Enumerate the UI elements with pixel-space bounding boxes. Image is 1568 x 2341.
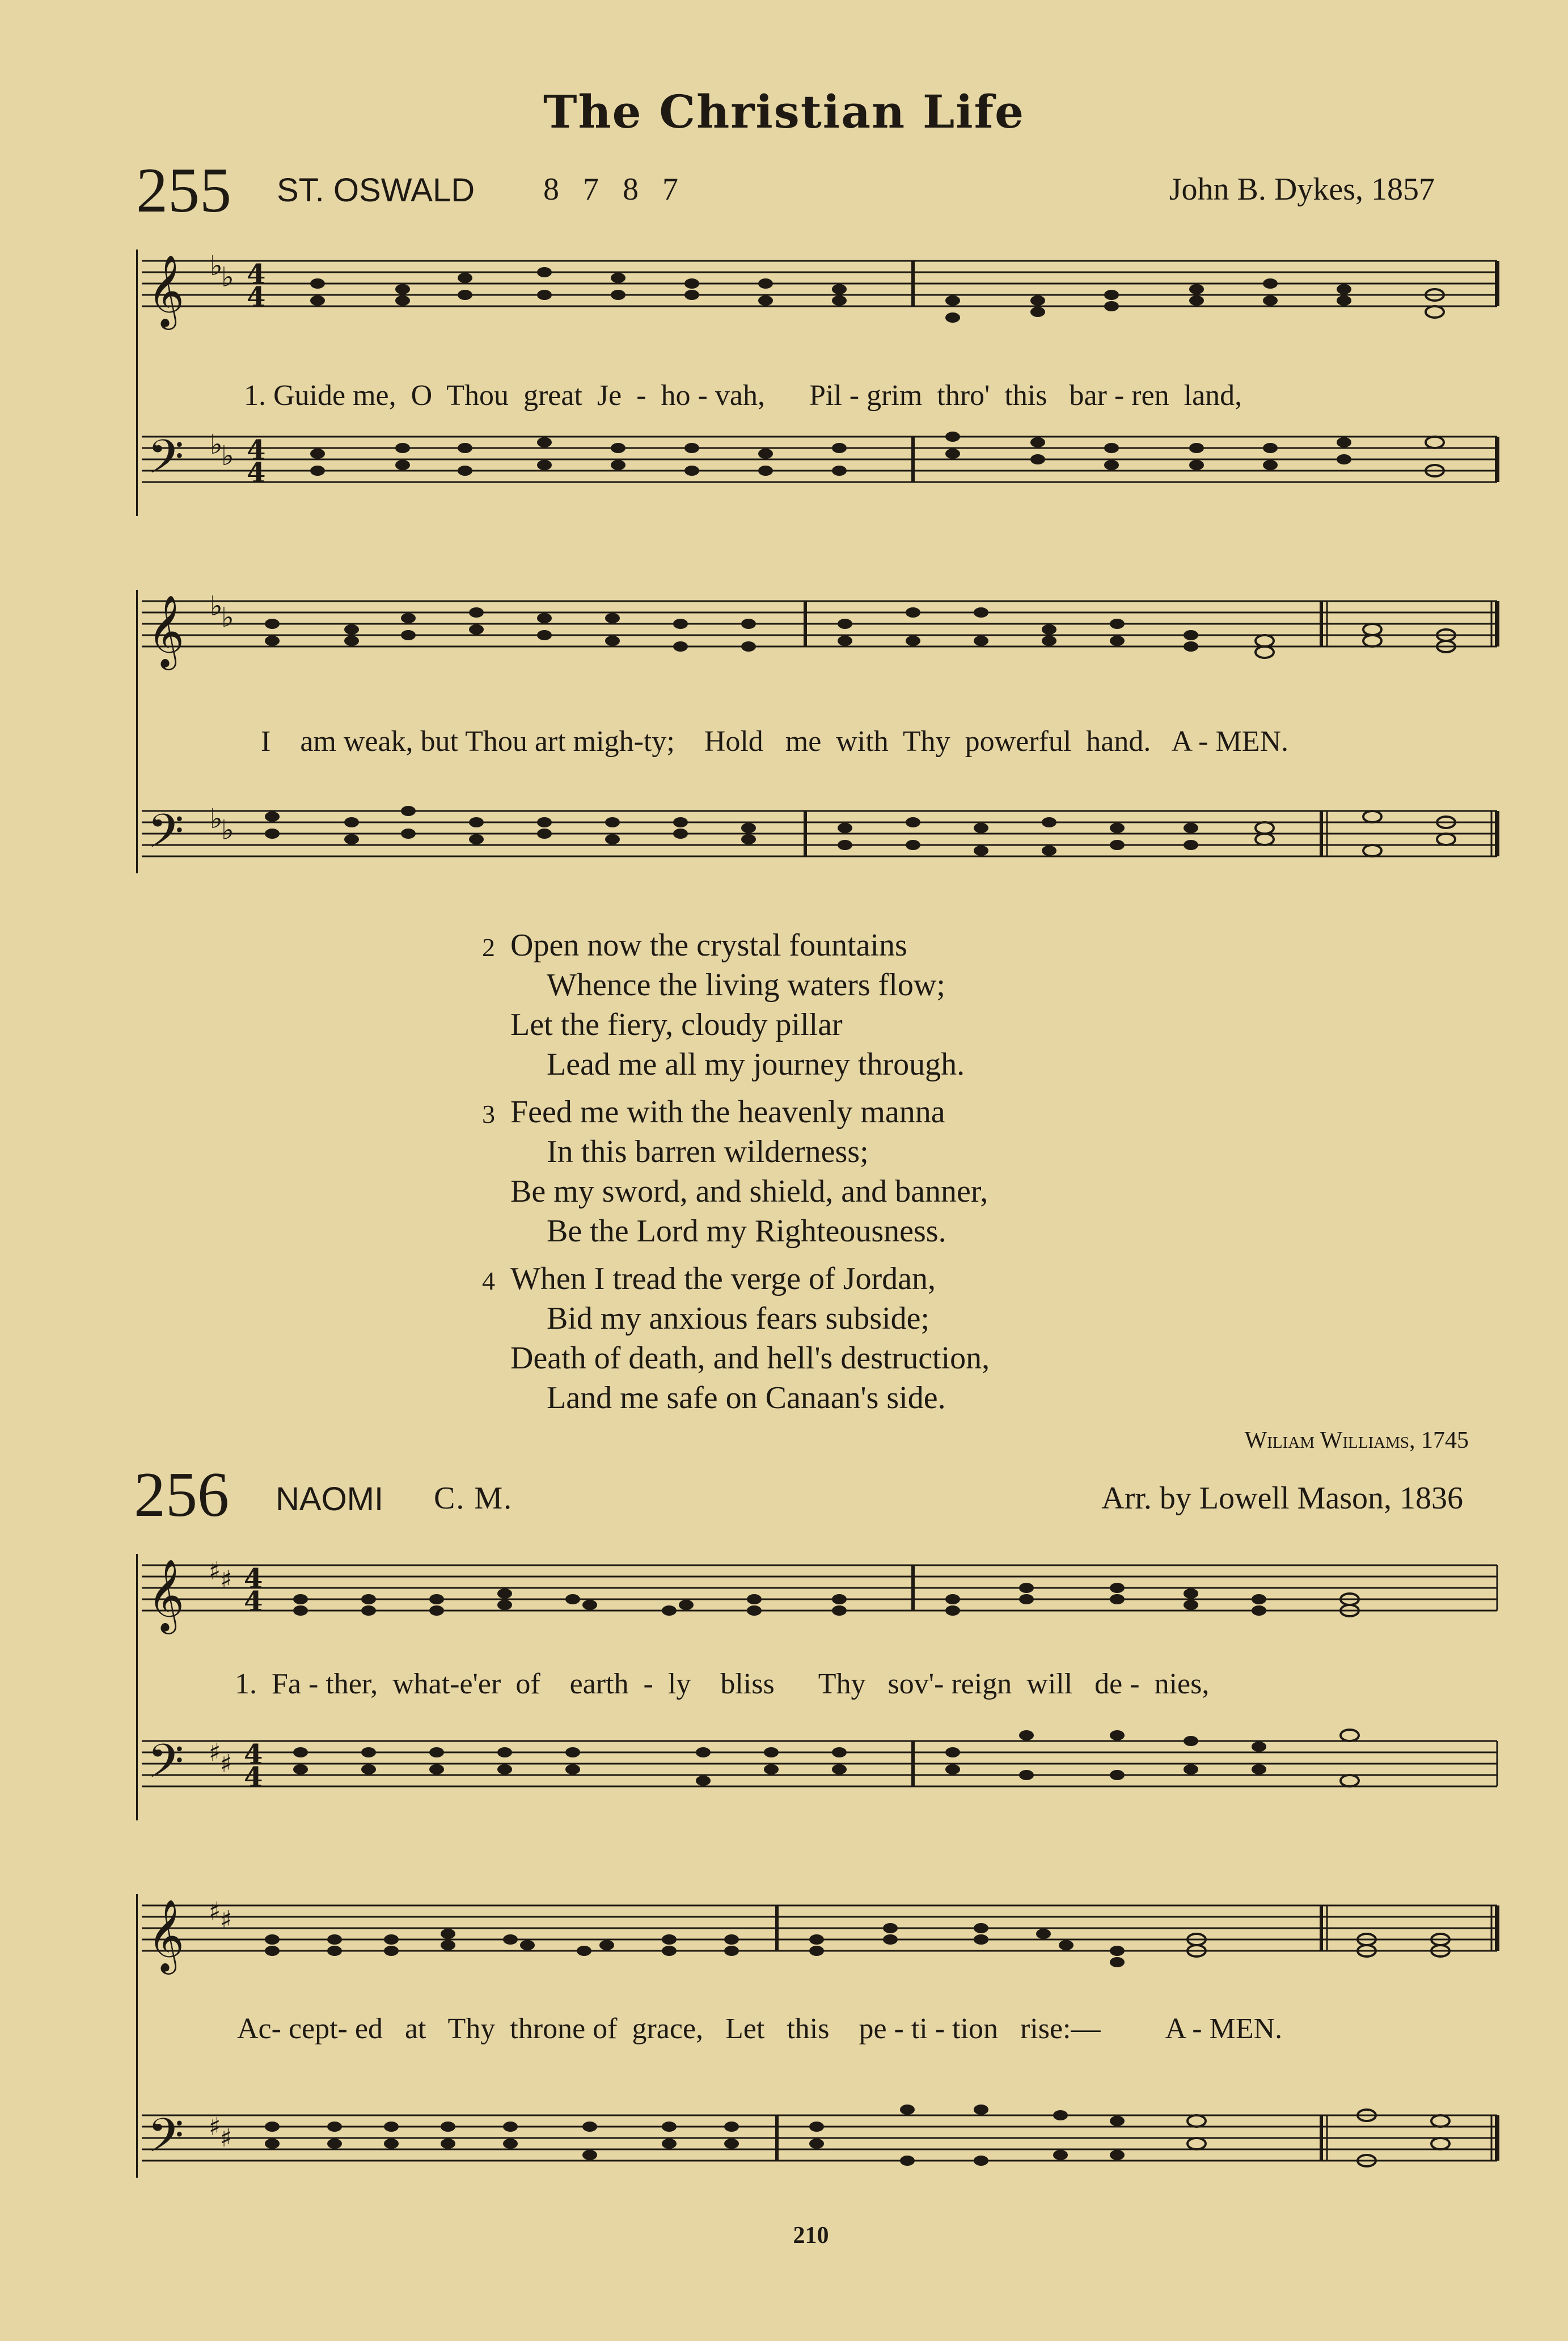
svg-text:𝄢: 𝄢	[147, 429, 184, 496]
svg-text:♭: ♭	[210, 590, 223, 622]
verse	[482, 1259, 990, 1418]
section-title: The Christian Life	[543, 85, 1025, 138]
svg-text:♭: ♭	[221, 602, 234, 633]
svg-text:𝄞: 𝄞	[147, 1558, 185, 1631]
svg-text:♭: ♭	[210, 803, 223, 835]
page-number: 210	[793, 2222, 829, 2249]
tune-name: NAOMI	[276, 1481, 384, 1518]
verse-line: Be the Lord my Righteousness.	[547, 1214, 946, 1249]
verse-line: Let the fiery, cloudy pillar	[510, 1007, 843, 1042]
verse	[482, 1092, 990, 1251]
verse-block	[482, 926, 990, 1418]
svg-text:4: 4	[244, 1563, 263, 1595]
svg-text:♭: ♭	[210, 429, 223, 460]
verse-line: In this barren wilderness;	[547, 1134, 869, 1169]
svg-text:4: 4	[244, 1586, 263, 1617]
svg-text:♯: ♯	[220, 1750, 233, 1778]
verse-line: Bid my anxious fears subside;	[547, 1301, 930, 1336]
svg-text:♭: ♭	[221, 261, 234, 293]
svg-text:𝄞: 𝄞	[147, 1899, 185, 1971]
svg-text:♯: ♯	[209, 2112, 221, 2141]
verse-number: 2	[482, 933, 495, 962]
svg-text:♭: ♭	[210, 250, 223, 282]
meter: 8 7 8 7	[543, 172, 686, 207]
svg-text:♯: ♯	[220, 1565, 233, 1594]
verse-line: When I tread the verge of Jordan,	[510, 1261, 936, 1296]
verse-line: Lead me all my journey through.	[547, 1047, 965, 1082]
svg-text:𝄞: 𝄞	[147, 594, 185, 667]
svg-text:𝄞: 𝄞	[147, 254, 185, 327]
hymn-number: 255	[136, 155, 231, 226]
svg-text:𝄢: 𝄢	[147, 1734, 184, 1800]
svg-text:♯: ♯	[209, 1897, 221, 1926]
svg-text:♯: ♯	[209, 1738, 221, 1767]
composer: John B. Dykes, 1857	[1169, 172, 1435, 207]
meter: C. M.	[434, 1481, 513, 1516]
composer: Arr. by Lowell Mason, 1836	[1101, 1481, 1463, 1516]
verse-number: 3	[482, 1100, 495, 1129]
lyrics-line: I am weak, but Thou art migh-ty; Hold me with Thy powerful hand. A - MEN.	[261, 725, 1289, 758]
lyrics-line: 1. Fa - ther, what-e'er of earth - ly bliss Thy sov'- reign will de - nies,	[235, 1668, 1210, 1700]
svg-text:4: 4	[247, 434, 266, 466]
verse-line: Open now the crystal fountains	[510, 928, 907, 963]
svg-text:4: 4	[247, 281, 266, 313]
verse-number: 4	[482, 1266, 495, 1295]
svg-text:4: 4	[247, 457, 266, 489]
svg-text:𝄢: 𝄢	[147, 2108, 184, 2174]
lyrics-line: Ac- cept- ed at Thy throne of grace, Let this pe - ti - tion rise:— A - MEN.	[237, 2013, 1283, 2045]
svg-text:♭: ♭	[221, 814, 234, 846]
verse-line: Be my sword, and shield, and banner,	[510, 1174, 988, 1209]
verse-line: Land me safe on Canaan's side.	[547, 1380, 946, 1415]
lyrics-line: 1. Guide me, O Thou great Je - ho - vah, Pil - grim thro' this bar - ren land,	[244, 379, 1242, 412]
svg-text:♯: ♯	[209, 1557, 221, 1586]
verse-line: Death of death, and hell's destruction,	[510, 1341, 990, 1376]
verse-line: Feed me with the heavenly manna	[510, 1095, 945, 1130]
svg-text:♯: ♯	[220, 1905, 233, 1934]
author: Wiliam Williams, 1745	[1244, 1427, 1469, 1453]
svg-text:♭: ♭	[221, 440, 234, 472]
svg-text:4: 4	[247, 259, 266, 290]
svg-text:4: 4	[244, 1739, 263, 1770]
svg-text:𝄢: 𝄢	[147, 804, 184, 870]
verse	[482, 926, 990, 1084]
svg-text:♯: ♯	[220, 2124, 233, 2153]
hymn-number: 256	[134, 1460, 229, 1530]
verse-line: Whence the living waters flow;	[547, 967, 945, 1003]
svg-text:4: 4	[244, 1761, 263, 1793]
tune-name: ST. OSWALD	[277, 172, 475, 209]
